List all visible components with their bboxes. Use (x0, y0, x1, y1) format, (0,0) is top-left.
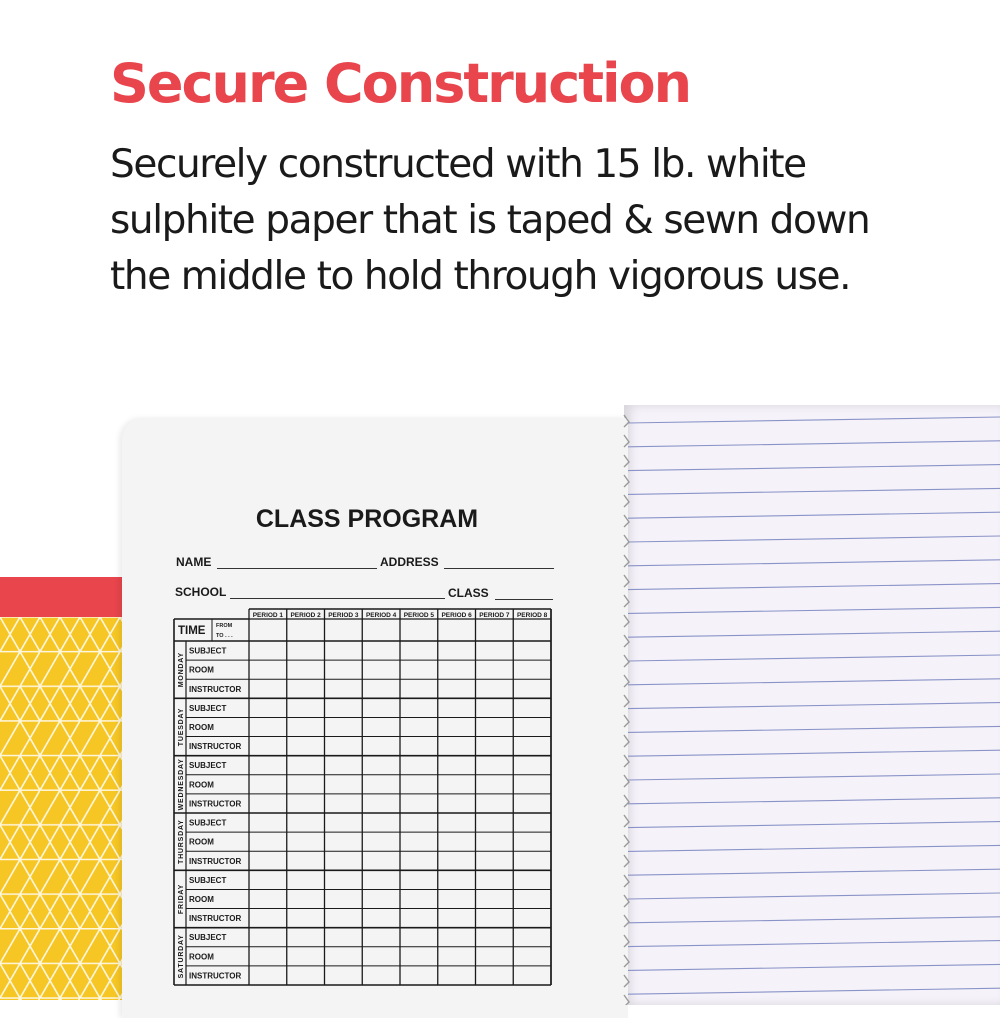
period-header: PERIOD 1 (252, 612, 284, 619)
from-label: FROM (216, 623, 233, 629)
day-label: WEDNESDAY (178, 758, 185, 811)
day-label: MONDAY (178, 652, 185, 688)
row-label: SUBJECT (189, 703, 227, 713)
row-label: SUBJECT (189, 875, 227, 885)
row-label: INSTRUCTOR (189, 914, 242, 924)
row-label: SUBJECT (189, 818, 227, 828)
row-label: SUBJECT (189, 761, 227, 771)
day-label: FRIDAY (178, 883, 185, 915)
day-label: THURSDAY (178, 819, 185, 864)
row-label: ROOM (189, 837, 214, 847)
period-header: PERIOD 4 (365, 612, 397, 619)
period-header: PERIOD 6 (441, 612, 472, 619)
address-label: ADDRESS (380, 555, 439, 569)
row-label: ROOM (189, 665, 214, 675)
row-label: INSTRUCTOR (189, 684, 242, 694)
to-label: TO . . . (216, 633, 233, 639)
period-header: PERIOD 7 (479, 612, 510, 619)
row-label: ROOM (189, 895, 214, 904)
period-header: PERIOD 5 (403, 612, 435, 619)
row-label: INSTRUCTOR (189, 856, 242, 866)
day-label: SATURDAY (178, 934, 185, 979)
body-text: Securely constructed with 15 lb. white sulphite paper that is taped & sewn down the middle to hold through vigorous use. (110, 142, 870, 299)
row-label: SUBJECT (189, 646, 227, 656)
row-label: ROOM (189, 723, 214, 732)
row-label: INSTRUCTOR (189, 742, 242, 752)
name-label: NAME (176, 555, 212, 569)
class-program-title: CLASS PROGRAM (255, 505, 479, 533)
class-label: CLASS (448, 586, 489, 600)
row-label: ROOM (189, 952, 214, 962)
row-label: INSTRUCTOR (189, 971, 242, 981)
period-header: PERIOD 3 (328, 612, 359, 619)
school-label: SCHOOL (175, 585, 227, 599)
headline: Secure Construction (110, 52, 691, 115)
row-label: ROOM (189, 780, 214, 790)
row-label: INSTRUCTOR (189, 799, 242, 809)
day-label: TUESDAY (178, 707, 185, 747)
period-header: PERIOD 8 (516, 612, 548, 619)
time-label: TIME (178, 625, 206, 637)
row-label: SUBJECT (189, 933, 227, 943)
period-header: PERIOD 2 (290, 612, 321, 619)
